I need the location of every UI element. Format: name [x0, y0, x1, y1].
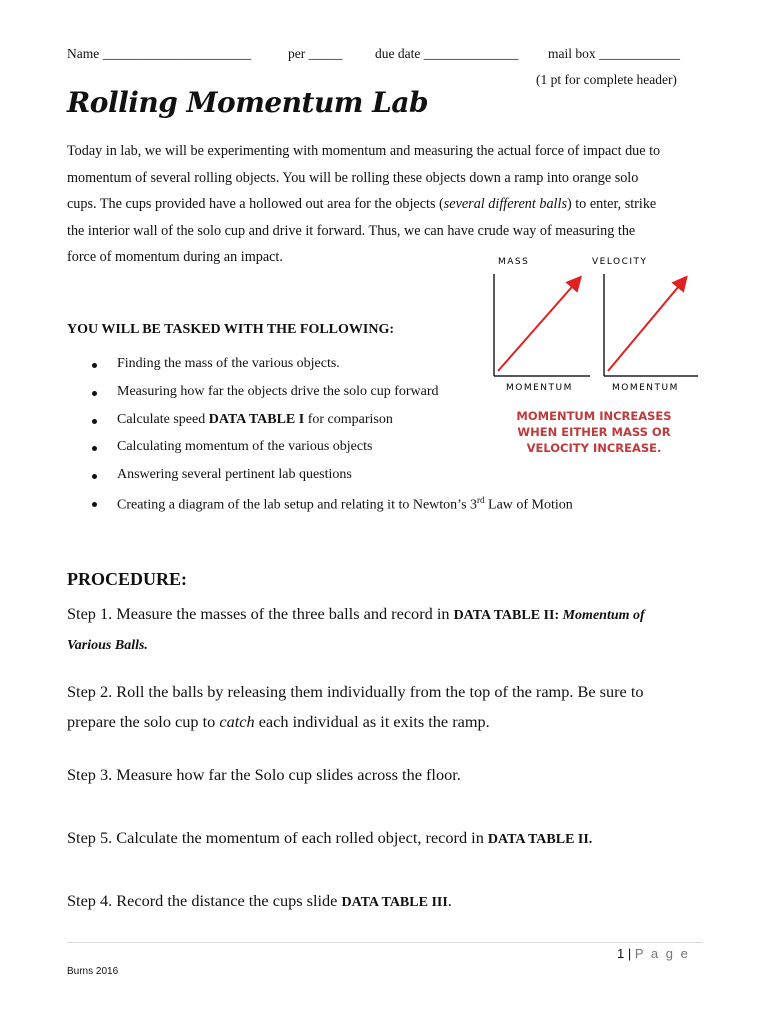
intro-line: momentum of several rolling objects. You will be rolling these objects down a ramp into orange solo [67, 169, 639, 186]
name-field-label: Name ______________________ [67, 46, 252, 61]
procedure-step-2-continued [67, 712, 490, 732]
mass-axis-label: MASS [498, 257, 530, 267]
mailbox-field-label: mail box ____________ [548, 46, 680, 61]
intro-paragraph [67, 138, 707, 271]
procedure-heading: PROCEDURE: [67, 569, 187, 589]
data-table-title: Various Balls. [67, 638, 148, 653]
step-emphasis: catch [219, 712, 255, 731]
step-text: each individual as it exits the ramp. [254, 712, 490, 731]
figure-caption-line: VELOCITY INCREASE. [526, 441, 662, 455]
list-item [91, 495, 573, 523]
procedure-step-1-continued [67, 634, 148, 654]
momentum-axis-label: MOMENTUM [506, 383, 573, 393]
tasks-heading: YOU WILL BE TASKED WITH THE FOLLOWING: [67, 322, 395, 337]
header-points-note: (1 pt for complete header) [536, 72, 677, 87]
page-number [617, 946, 690, 961]
task-text: for comparison [304, 411, 393, 427]
procedure-step-1 [67, 604, 645, 624]
page-number-separator: | [624, 946, 635, 961]
figure-caption-line: WHEN EITHER MASS OR [517, 425, 671, 439]
velocity-axis-label: VELOCITY [592, 257, 648, 267]
list-item: Answering several pertinent lab questions [91, 467, 573, 495]
list-item: Finding the mass of the various objects. [91, 356, 573, 384]
due-date-field-label: due date ______________ [375, 46, 519, 61]
page-title: Rolling Momentum Lab [67, 86, 429, 119]
step-text: . [447, 891, 452, 910]
data-table-reference: DATA TABLE I [208, 411, 305, 427]
period-field-label: per _____ [288, 46, 343, 61]
intro-line [67, 191, 707, 218]
intro-line: Today in lab, we will be experimenting with momentum and measuring the actual force of impact due to [67, 143, 661, 159]
momentum-axis-label: MOMENTUM [612, 383, 679, 393]
data-table-reference: DATA TABLE III [341, 895, 448, 910]
tasks-list [91, 356, 573, 523]
task-text: Creating a diagram of the lab setup and relating it to Newton’s 3 [117, 497, 478, 513]
procedure-step-5 [67, 828, 592, 848]
step-text: Step 1. Measure the masses of the three balls and record in [67, 604, 454, 623]
intro-emphasis: several different balls [443, 196, 567, 212]
task-text: Law of Motion [484, 497, 573, 513]
step-text: Step 5. Calculate the momentum of each rolled object, record in [67, 828, 488, 847]
data-table-reference: DATA TABLE II: [453, 608, 560, 623]
data-table-title: Momentum of [559, 608, 645, 623]
superscript: rd [477, 494, 485, 505]
figure-caption-line: MOMENTUM INCREASES [516, 409, 672, 423]
procedure-step-3: Step 3. Measure how far the Solo cup slides across the floor. [67, 765, 461, 784]
intro-line: the interior wall of the solo cup and drive it forward. Thus, we can have crude way of measuring the [67, 222, 636, 239]
procedure-step-2: Step 2. Roll the balls by releasing them individually from the top of the ramp. Be sure to [67, 682, 644, 701]
page-word: P a g e [634, 946, 690, 961]
intro-text: cups. The cups provided have a hollowed out area for the objects ( [67, 196, 444, 212]
page-number-value: 1 [617, 946, 625, 961]
list-item: Calculating momentum of the various objects [91, 439, 573, 467]
list-item [91, 412, 573, 440]
intro-text: ) to enter, strike [566, 196, 657, 212]
step-text: prepare the solo cup to [67, 712, 220, 731]
velocity-momentum-arrow [608, 280, 684, 371]
footer-divider [67, 942, 703, 943]
data-table-reference: DATA TABLE II. [487, 832, 593, 847]
procedure-step-4 [67, 891, 452, 911]
step-text: Step 4. Record the distance the cups slide [67, 891, 342, 910]
list-item: Measuring how far the objects drive the solo cup forward [91, 384, 573, 412]
task-text: Calculate speed [117, 411, 209, 427]
footer-author: Burns 2016 [67, 966, 119, 977]
intro-line: force of momentum during an impact. [67, 249, 283, 265]
